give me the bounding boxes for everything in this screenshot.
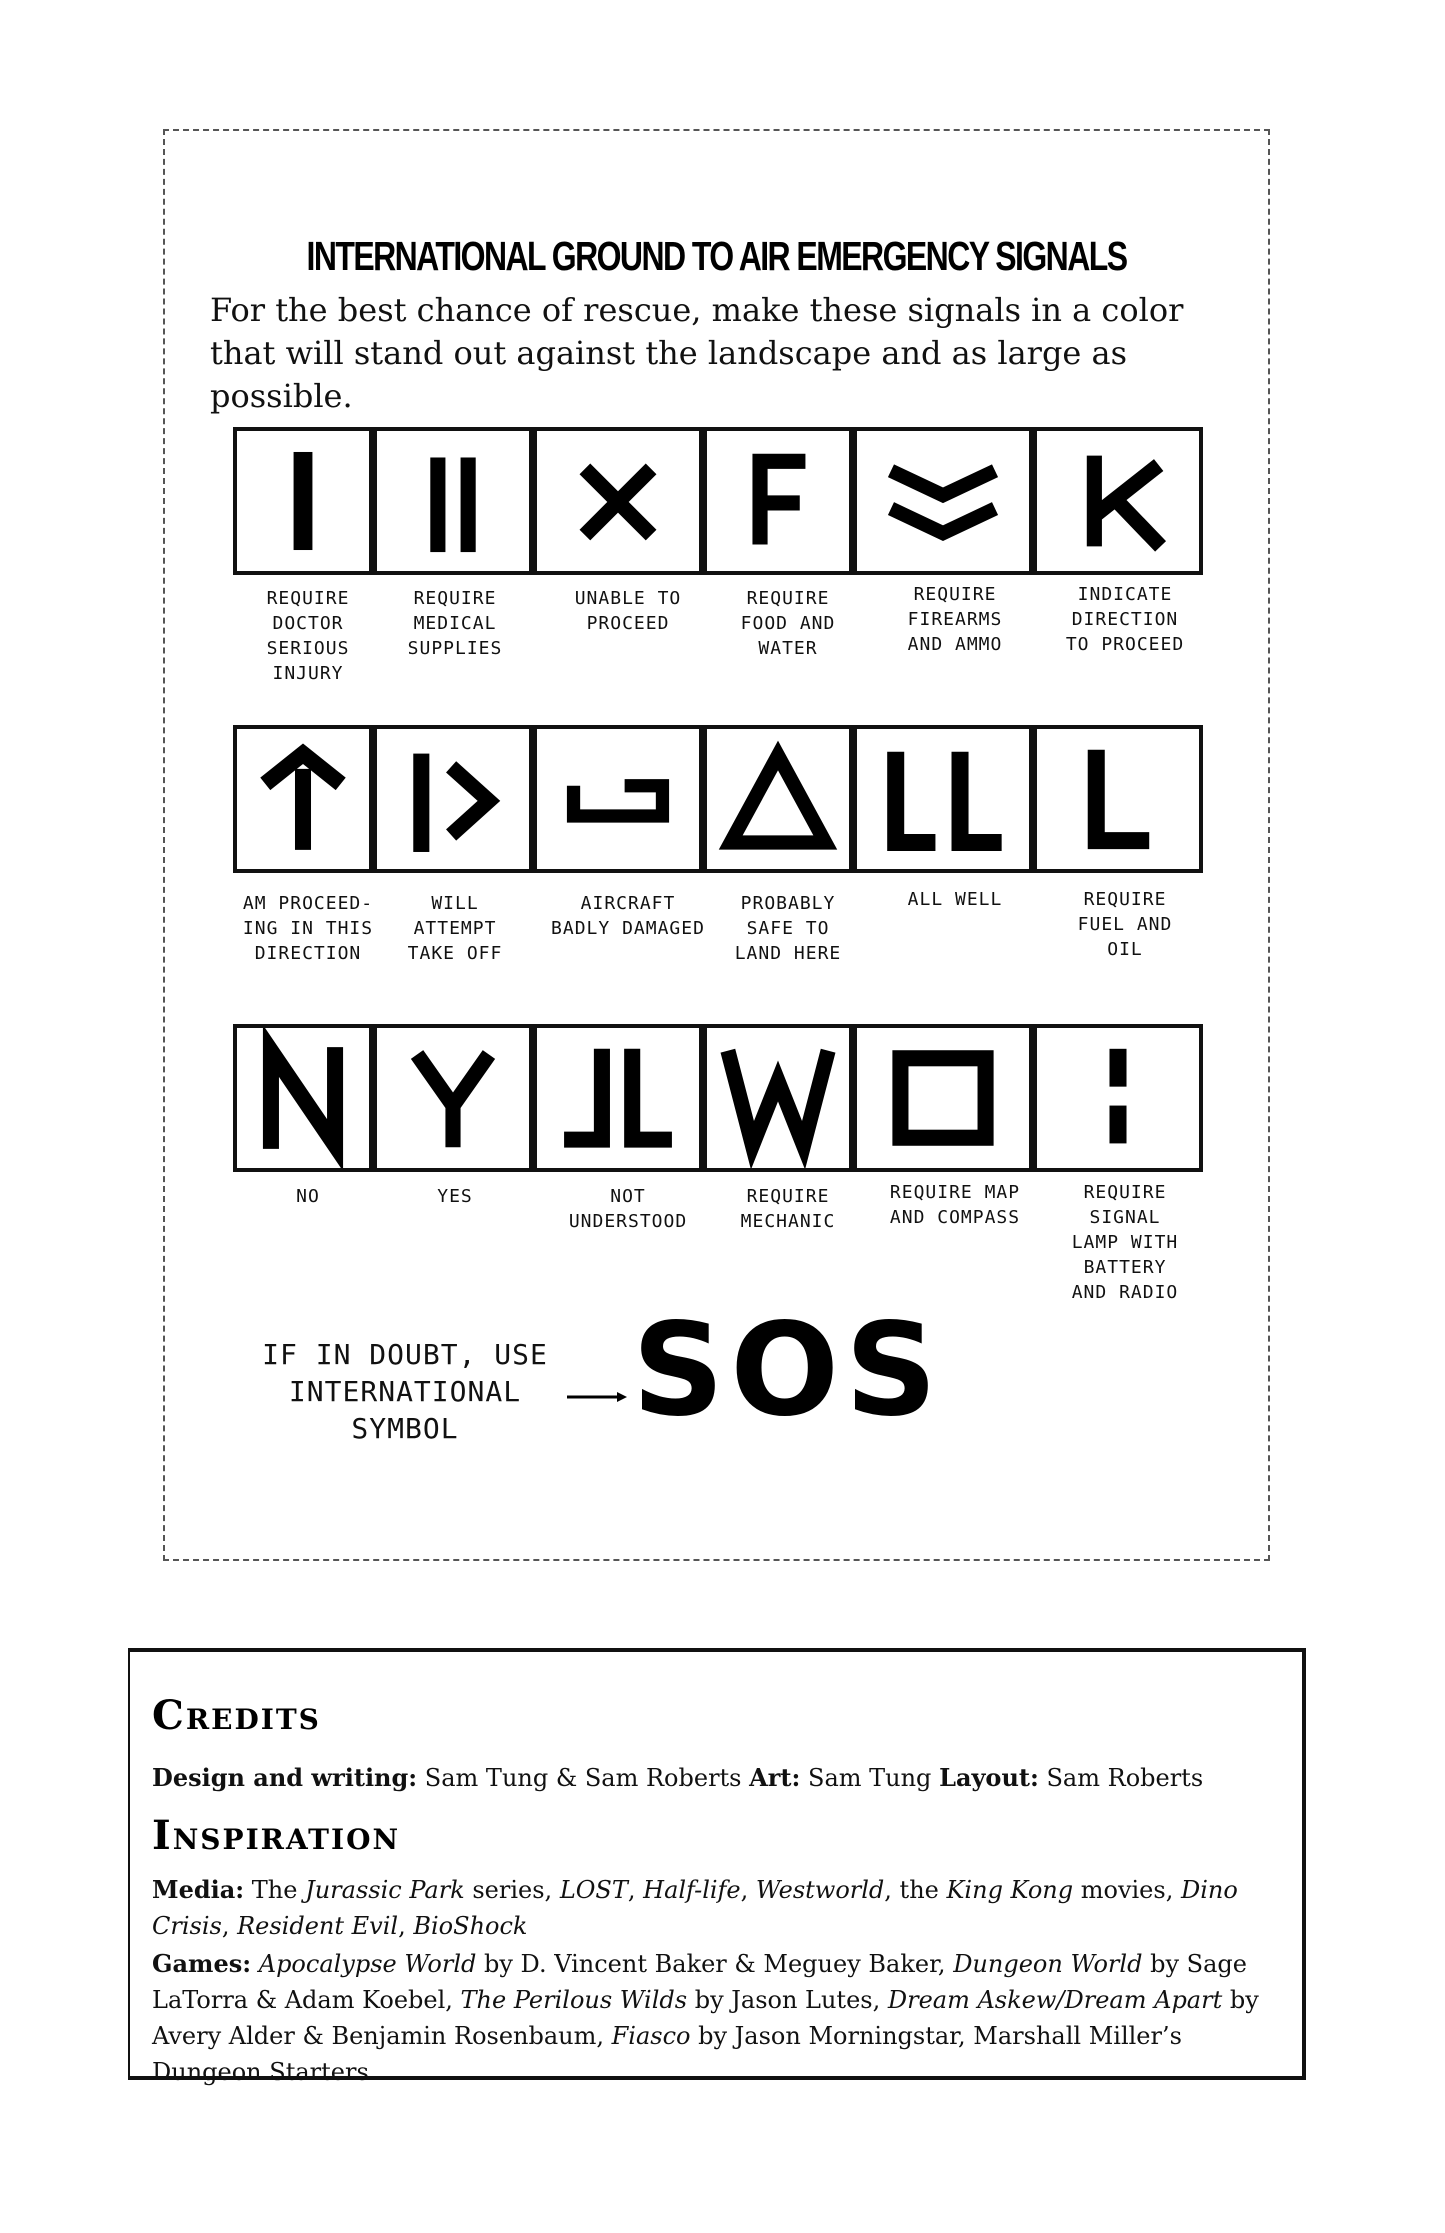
signal-row-1 bbox=[235, 427, 1203, 575]
sos-symbol: SOS bbox=[632, 1296, 944, 1445]
signal-caption: AM PROCEED- ING IN THIS DIRECTION bbox=[242, 893, 374, 964]
signal-caption: PROBABLY SAFE TO LAND HERE bbox=[734, 893, 842, 964]
signal-caption: REQUIRE MECHANIC bbox=[740, 1186, 836, 1232]
signal-caption: REQUIRE FUEL AND OIL bbox=[1077, 889, 1173, 960]
signal-caption: AIRCRAFT BADLY DAMAGED bbox=[551, 893, 705, 939]
title-italic: Westworld bbox=[755, 1876, 885, 1904]
signal-row-3 bbox=[235, 1024, 1203, 1172]
games-label: Games: bbox=[152, 1949, 252, 1978]
signal-caption: NOT UNDERSTOOD bbox=[568, 1186, 688, 1232]
media-label: Media: bbox=[152, 1875, 245, 1904]
signal-caption: REQUIRE DOCTOR SERIOUS INJURY bbox=[266, 588, 350, 684]
text-run: , bbox=[398, 1912, 414, 1940]
triangle-icon bbox=[703, 725, 853, 873]
credits-line bbox=[152, 1760, 1282, 1796]
signal-caption: REQUIRE MAP AND COMPASS bbox=[889, 1182, 1021, 1228]
design-value: Sam Tung & Sam Roberts bbox=[424, 1764, 742, 1792]
layout-label: Layout: bbox=[939, 1763, 1039, 1792]
square-icon bbox=[853, 1024, 1033, 1172]
text-run: by Avery Alder & Benjamin Rosenbaum, bbox=[152, 1986, 1259, 2050]
bar-arrow-icon bbox=[373, 725, 533, 873]
letter-n-icon bbox=[233, 1024, 373, 1172]
media-line bbox=[152, 1872, 1282, 1944]
text-run: movies, bbox=[1073, 1876, 1181, 1904]
title-italic: LOST bbox=[559, 1876, 628, 1904]
text-run: by Jason Morningstar, Marshall Miller’s Dungeon Starters bbox=[152, 2022, 1182, 2086]
title-italic: Half-life bbox=[643, 1876, 741, 1904]
text-run: by Sage LaTorra & Adam Koebel, bbox=[152, 1950, 1247, 2014]
title-italic: The Perilous Wilds bbox=[460, 1986, 688, 2014]
sos-note: IF IN DOUBT, USE INTERNATIONAL SYMBOL bbox=[262, 1338, 548, 1445]
signal-caption: NO bbox=[296, 1186, 320, 1207]
signal-caption: YES bbox=[437, 1186, 473, 1207]
text-run: , bbox=[740, 1876, 756, 1904]
panel-intro: For the best chance of rescue, make these signals in a color that will stand out against the landscape and as large as possible. bbox=[210, 291, 1184, 415]
signal-caption: REQUIRE FOOD AND WATER bbox=[740, 588, 836, 659]
text-run: The bbox=[251, 1876, 306, 1904]
panel-title: INTERNATIONAL GROUND TO AIR EMERGENCY SIGNALS bbox=[306, 233, 1127, 279]
games-list bbox=[152, 1950, 1259, 2086]
art-label: Art: bbox=[749, 1763, 801, 1792]
title-italic: Dungeon World bbox=[953, 1950, 1143, 1978]
text-run: series, bbox=[464, 1876, 560, 1904]
signal-caption: UNABLE TO PROCEED bbox=[574, 588, 682, 634]
title-italic: Dino Crisis bbox=[152, 1876, 1238, 1940]
text-run: , bbox=[221, 1912, 238, 1940]
double-l-icon bbox=[853, 725, 1033, 873]
signals-panel bbox=[163, 129, 1270, 1561]
signal-caption: INDICATE DIRECTION TO PROCEED bbox=[1065, 584, 1185, 655]
inspiration-heading: Inspiration bbox=[152, 1812, 401, 1859]
credits-heading: Credits bbox=[152, 1692, 321, 1739]
signal-caption: ALL WELL bbox=[907, 889, 1003, 910]
media-list bbox=[152, 1876, 1238, 1940]
jl-mark-icon bbox=[533, 1024, 703, 1172]
letter-w-icon bbox=[703, 1024, 853, 1172]
title-italic: BioShock bbox=[413, 1912, 528, 1940]
layout-value: Sam Roberts bbox=[1046, 1764, 1204, 1792]
title-italic: Dream Askew/Dream Apart bbox=[887, 1986, 1223, 2014]
signal-caption: WILL ATTEMPT TAKE OFF bbox=[407, 893, 503, 964]
title-italic: Apocalypse World bbox=[258, 1950, 477, 1978]
title-italic: King Kong bbox=[946, 1876, 1074, 1904]
dashed-bar-icon bbox=[1033, 1024, 1203, 1172]
open-rectangle-icon bbox=[533, 725, 703, 873]
text-run: , the bbox=[884, 1876, 947, 1904]
signal-caption: REQUIRE SIGNAL LAMP WITH BATTERY AND RADIO bbox=[1071, 1182, 1179, 1303]
up-arrow-icon bbox=[233, 725, 373, 873]
title-italic: Resident Evil bbox=[237, 1912, 399, 1940]
text-run: by Jason Lutes, bbox=[687, 1986, 888, 2014]
design-label: Design and writing: bbox=[152, 1763, 418, 1792]
double-bar-icon bbox=[373, 427, 533, 575]
letter-y-icon bbox=[373, 1024, 533, 1172]
games-line bbox=[152, 1946, 1282, 2090]
title-italic: Jurassic Park bbox=[305, 1876, 465, 1904]
signal-caption: REQUIRE MEDICAL SUPPLIES bbox=[407, 588, 503, 659]
signal-caption: REQUIRE FIREARMS AND AMMO bbox=[907, 584, 1003, 655]
letter-f-icon bbox=[703, 427, 853, 575]
signal-row-2 bbox=[235, 725, 1203, 873]
right-arrow-icon bbox=[567, 1391, 627, 1403]
letter-k-icon bbox=[1033, 427, 1203, 575]
art-value: Sam Tung bbox=[808, 1764, 932, 1792]
credits-box bbox=[128, 1648, 1306, 2086]
text-run: by D. Vincent Baker & Meguey Baker, bbox=[476, 1950, 954, 1978]
letter-l-icon bbox=[1033, 725, 1203, 873]
x-mark-icon bbox=[533, 427, 703, 575]
single-bar-icon bbox=[233, 427, 373, 575]
double-chevron-icon bbox=[853, 427, 1033, 575]
title-italic: Fiasco bbox=[611, 2022, 691, 2050]
text-run: , bbox=[627, 1876, 644, 1904]
